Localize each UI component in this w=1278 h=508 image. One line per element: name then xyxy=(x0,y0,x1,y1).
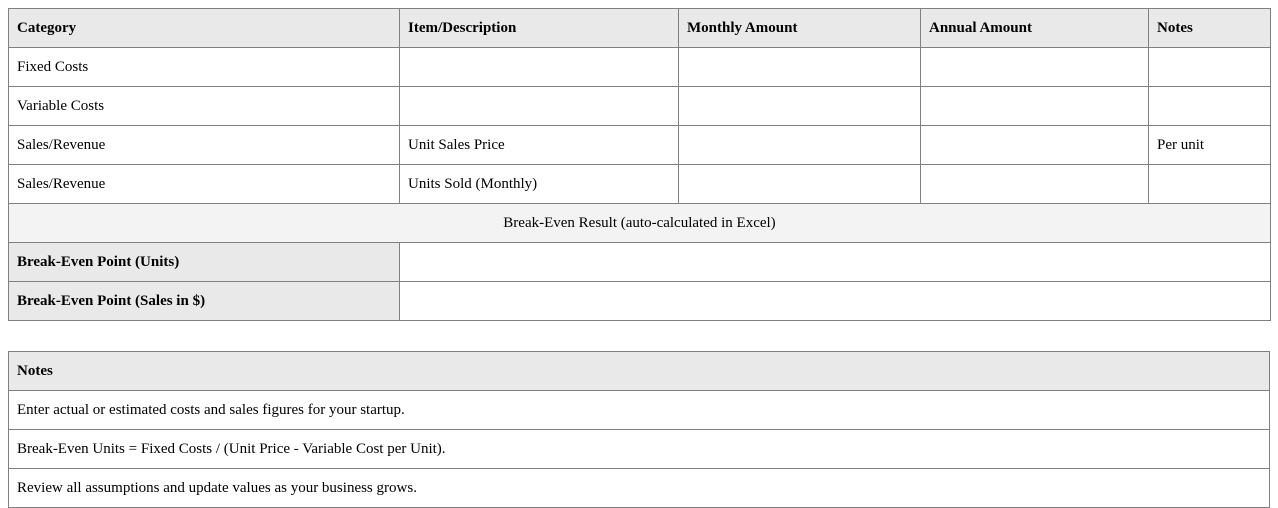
table-header-row xyxy=(9,9,1271,48)
note-text: Break-Even Units = Fixed Costs / (Unit Price - Variable Cost per Unit). xyxy=(9,430,1270,469)
cell-annual-amount[interactable] xyxy=(921,165,1149,204)
list-item xyxy=(9,469,1270,508)
cell-annual-amount[interactable] xyxy=(921,87,1149,126)
header-notes: Notes xyxy=(1149,9,1271,48)
table-row xyxy=(9,126,1271,165)
cell-notes[interactable] xyxy=(1149,48,1271,87)
result-header-cell: Break-Even Result (auto-calculated in Excel) xyxy=(9,204,1271,243)
list-item xyxy=(9,391,1270,430)
table-row xyxy=(9,165,1271,204)
note-text: Review all assumptions and update values as your business grows. xyxy=(9,469,1270,508)
list-item xyxy=(9,430,1270,469)
break-even-sales-value[interactable] xyxy=(400,282,1271,321)
table-row xyxy=(9,48,1271,87)
result-row-units xyxy=(9,243,1271,282)
cell-category[interactable]: Fixed Costs xyxy=(9,48,400,87)
cell-monthly-amount[interactable] xyxy=(679,87,921,126)
break-even-sales-label: Break-Even Point (Sales in $) xyxy=(9,282,400,321)
notes-header-row xyxy=(9,352,1270,391)
header-item-description: Item/Description xyxy=(400,9,679,48)
header-annual-amount: Annual Amount xyxy=(921,9,1149,48)
cell-item-description[interactable] xyxy=(400,48,679,87)
cell-category[interactable]: Sales/Revenue xyxy=(9,165,400,204)
cell-notes[interactable] xyxy=(1149,165,1271,204)
break-even-units-value[interactable] xyxy=(400,243,1271,282)
header-category: Category xyxy=(9,9,400,48)
cell-item-description[interactable] xyxy=(400,87,679,126)
cell-category[interactable]: Variable Costs xyxy=(9,87,400,126)
cell-category[interactable]: Sales/Revenue xyxy=(9,126,400,165)
result-header-row xyxy=(9,204,1271,243)
result-row-sales xyxy=(9,282,1271,321)
cell-annual-amount[interactable] xyxy=(921,126,1149,165)
page-content xyxy=(8,8,1270,508)
note-text: Enter actual or estimated costs and sales figures for your startup. xyxy=(9,391,1270,430)
cell-monthly-amount[interactable] xyxy=(679,126,921,165)
header-monthly-amount: Monthly Amount xyxy=(679,9,921,48)
cell-notes[interactable]: Per unit xyxy=(1149,126,1271,165)
notes-table xyxy=(8,351,1270,508)
cell-annual-amount[interactable] xyxy=(921,48,1149,87)
notes-header: Notes xyxy=(9,352,1270,391)
cell-item-description[interactable]: Unit Sales Price xyxy=(400,126,679,165)
break-even-units-label: Break-Even Point (Units) xyxy=(9,243,400,282)
cell-item-description[interactable]: Units Sold (Monthly) xyxy=(400,165,679,204)
cell-monthly-amount[interactable] xyxy=(679,165,921,204)
cell-monthly-amount[interactable] xyxy=(679,48,921,87)
break-even-table xyxy=(8,8,1271,321)
cell-notes[interactable] xyxy=(1149,87,1271,126)
table-row xyxy=(9,87,1271,126)
